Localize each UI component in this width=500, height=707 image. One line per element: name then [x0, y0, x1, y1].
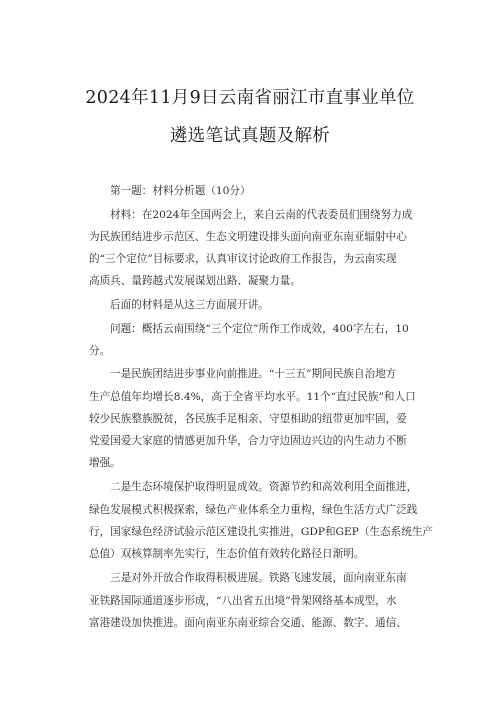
document-title-line-2: 遴选笔试真题及解析 [169, 126, 331, 146]
question-heading: 第一题：材料分析题（10分） [110, 185, 251, 197]
material-line: 为民族团结进步示范区、生态文明建设排头面向南亚东南亚辐射中心 [89, 231, 407, 243]
answer-point-1-line: 生产总值年均增长8.4%，高于全省平均水平。11个“直过民族”和人口 [89, 391, 416, 403]
answer-point-1-line: 较少民族整族脱贫，各民族手足相亲、守望相助的纽带更加牢固，爱 [89, 413, 407, 425]
answer-point-1-line: 增强。 [89, 457, 121, 469]
answer-point-2-line: 总值）双核算制率先实行，生态价值有效转化路径日渐明。 [89, 548, 365, 560]
answer-point-3-line: 亚铁路国际通道逐步形成，“八出省五出境”骨架网络基本成型，水 [89, 595, 397, 607]
question-line: 分。 [89, 345, 111, 357]
answer-point-1-line: 一是民族团结进步事业向前推进。“十三五”期间民族自治地方 [110, 368, 397, 380]
material-line: 的“三个定位”目标要求，认真审议讨论政府工作报告，为云南实现 [89, 253, 397, 265]
question-line: 问题：概括云南围绕“三个定位”所作工作成效，400字左右，10 [110, 323, 409, 335]
document-title-line-1: 2024年11月9日云南省丽江市直事业单位 [85, 88, 415, 108]
answer-point-1-line: 党爱国爱大家庭的情感更加升华，合力守边固边兴边的内生动力不断 [89, 435, 407, 447]
answer-point-2-line: 行，国家绿色经济试验示范区建设扎实推进，GDP和GEP（生态系统生产 [89, 526, 434, 538]
answer-point-3-line: 三是对外开放合作取得积极进展。铁路飞速发展，面向南亚东南 [110, 572, 407, 584]
note-line: 后面的材料是从这三方面展开讲。 [110, 299, 269, 311]
answer-point-2-line: 二是生态环境保护取得明显成效。资源节约和高效利用全面推进， [110, 481, 418, 493]
answer-point-3-line: 富港建设加快推进。面向南亚东南亚综合交通、能源、数字、通信、 [89, 617, 407, 629]
material-line: 高质兵、量跨越式发展谋划出路、凝聚力量。 [89, 275, 301, 287]
answer-point-2-line: 绿色发展模式积极探索，绿色产业体系全力重构，绿色生活方式广泛践 [89, 504, 418, 516]
material-line: 材料：在2024年全国两会上，来自云南的代表委员们围绕努力成 [110, 209, 413, 221]
